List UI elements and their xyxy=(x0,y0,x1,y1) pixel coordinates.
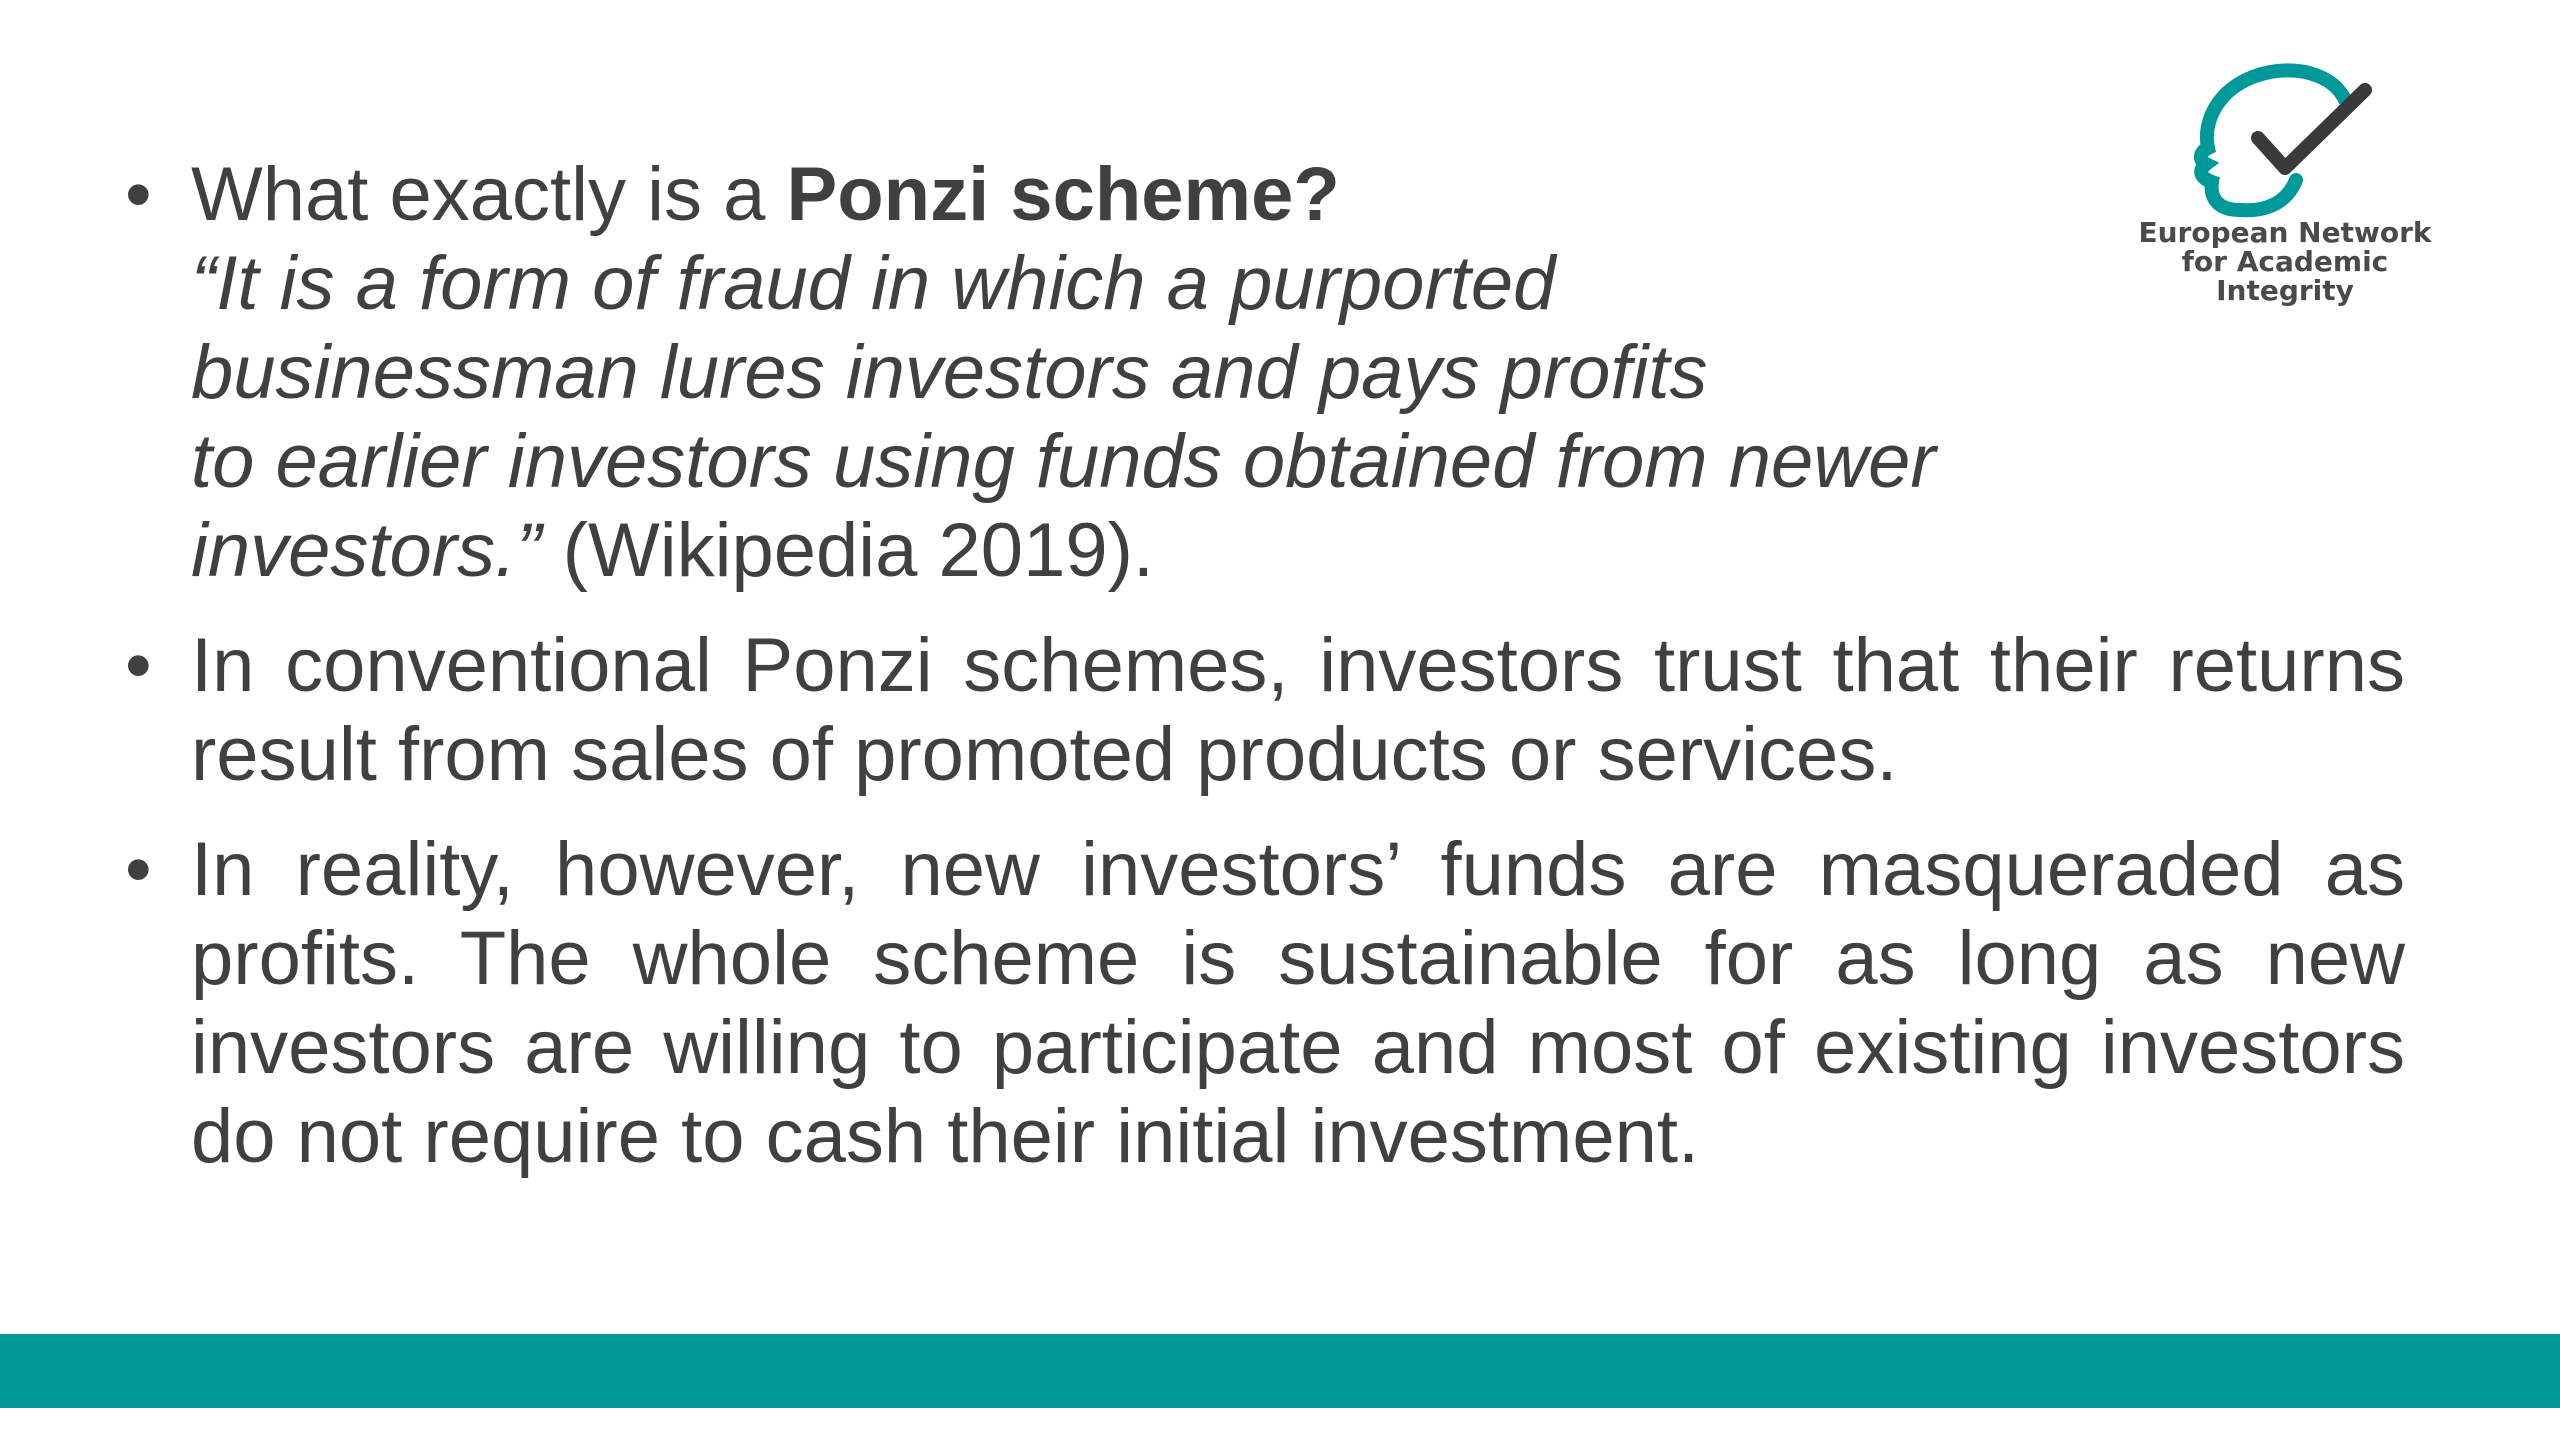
heading-term: Ponzi scheme? xyxy=(786,152,1340,237)
bullet-text-conventional: In conventional Ponzi schemes, investors trust that their returns result from sales of promoted products or services. xyxy=(191,623,2405,797)
bullet-glyph: • xyxy=(125,623,152,708)
heading-lead: What exactly is a xyxy=(191,152,787,237)
footer-bar xyxy=(0,1334,2560,1408)
bullet-glyph: • xyxy=(125,152,152,237)
definition-heading xyxy=(191,150,2291,239)
bullet-list xyxy=(125,150,2405,1207)
bullet-item-definition xyxy=(125,150,2291,595)
quote-last-line xyxy=(191,506,2291,595)
citation: (Wikipedia 2019). xyxy=(541,508,1155,593)
quote-line-2: businessman lures investors and pays profits xyxy=(191,330,1708,415)
bullet-item-conventional xyxy=(125,621,2405,799)
logo-line-2: for Academic xyxy=(2181,245,2389,278)
quote-end: investors.” xyxy=(191,508,542,593)
quote-line-1: “It is a form of fraud in which a purported xyxy=(191,241,1556,326)
logo-line-3: Integrity xyxy=(2216,274,2354,307)
bullet-item-reality xyxy=(125,825,2405,1181)
quote-line-3: to earlier investors using funds obtained from newer xyxy=(191,419,1936,504)
bullet-text-reality: In reality, however, new investors’ funds are masqueraded as profits. The whole scheme is sustainable for as long as new investors are willing to participate and most of existing investors do not require to cash their initial investment. xyxy=(191,827,2405,1179)
bullet-glyph: • xyxy=(125,827,152,912)
logo-line-1: European Network xyxy=(2138,216,2432,249)
